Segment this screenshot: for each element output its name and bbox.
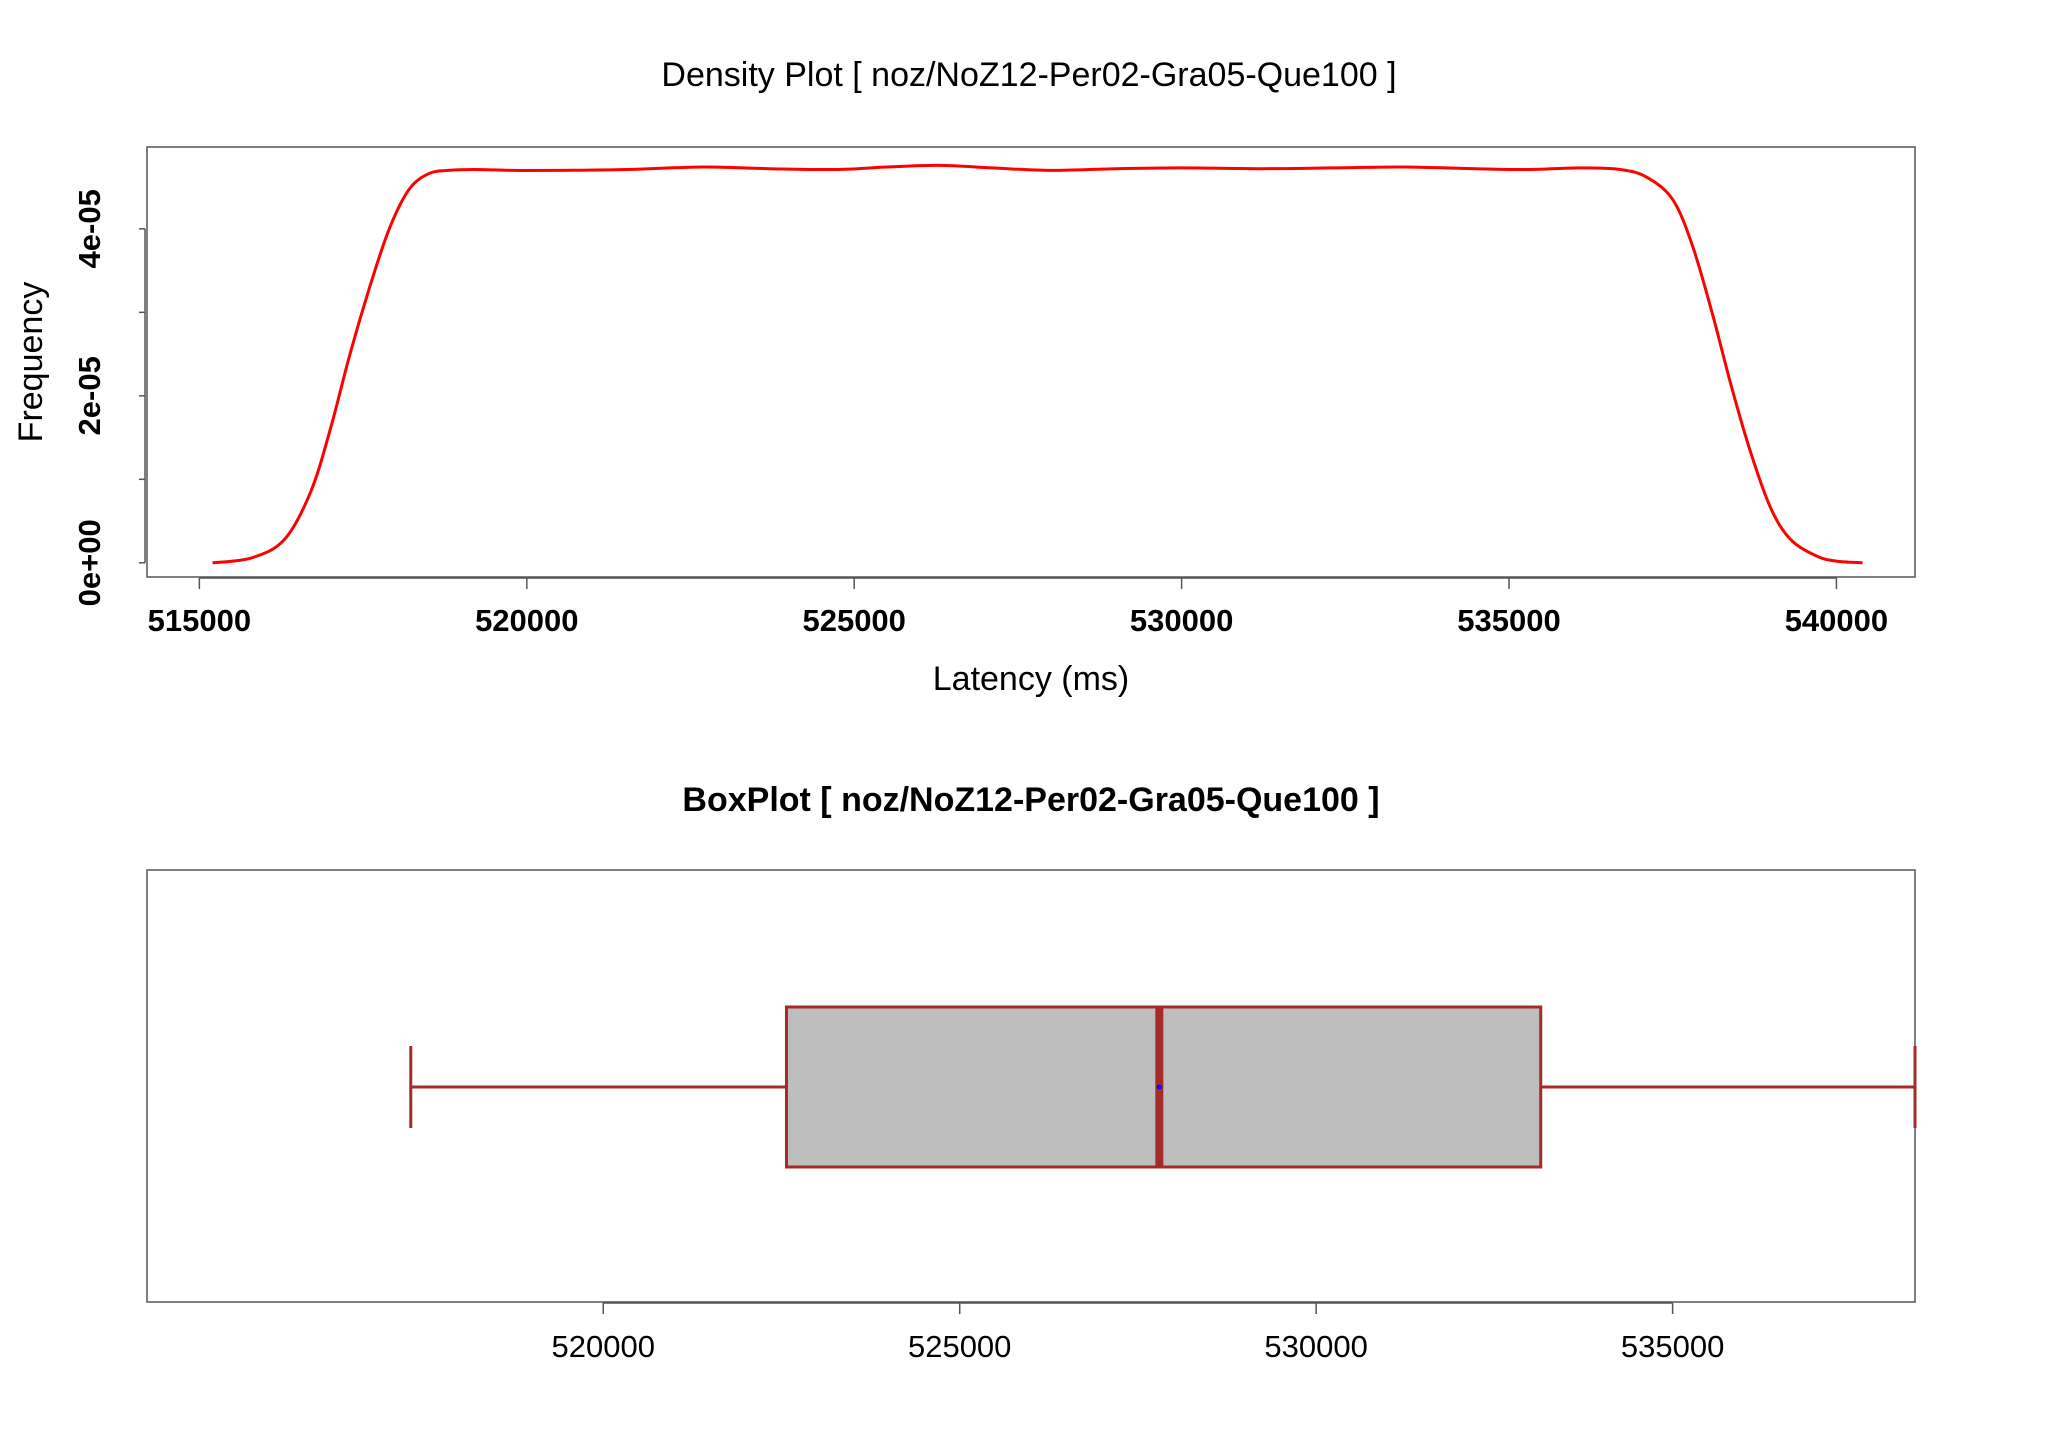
density-title: Density Plot [ noz/NoZ12-Per02-Gra05-Que100 ] bbox=[661, 56, 1397, 94]
density-y-tick-label: 2e-05 bbox=[72, 356, 107, 436]
density-x-tick-label: 525000 bbox=[802, 603, 906, 638]
interquartile-box bbox=[786, 1007, 1540, 1167]
density-plot bbox=[12, 56, 1915, 698]
density-curve bbox=[213, 165, 1863, 562]
density-x-tick-label: 520000 bbox=[475, 603, 579, 638]
density-x-axis bbox=[148, 578, 1888, 638]
density-x-tick-label: 540000 bbox=[1784, 603, 1889, 638]
density-x-tick-label: 515000 bbox=[147, 603, 252, 638]
density-x-label: Latency (ms) bbox=[932, 660, 1130, 698]
boxplot-x-tick-label: 520000 bbox=[551, 1329, 655, 1364]
boxplot-title: BoxPlot [ noz/NoZ12-Per02-Gra05-Que100 ] bbox=[682, 781, 1380, 819]
density-y-axis bbox=[72, 189, 145, 606]
boxplot-x-axis bbox=[552, 1303, 1725, 1364]
density-y-tick-label: 0e+00 bbox=[72, 519, 107, 607]
density-x-tick-label: 530000 bbox=[1129, 603, 1234, 638]
boxplot-glyph bbox=[411, 1007, 1915, 1167]
density-x-tick-label: 535000 bbox=[1457, 603, 1561, 638]
boxplot-x-tick-label: 530000 bbox=[1264, 1329, 1368, 1364]
density-plot-frame bbox=[147, 147, 1915, 577]
boxplot-x-tick-label: 525000 bbox=[907, 1329, 1012, 1364]
density-y-label: Frequency bbox=[12, 281, 50, 443]
mean-point bbox=[1157, 1085, 1162, 1090]
density-y-tick-label: 4e-05 bbox=[72, 189, 107, 269]
boxplot-x-tick-label: 535000 bbox=[1620, 1329, 1725, 1364]
box-plot bbox=[147, 781, 1915, 1364]
